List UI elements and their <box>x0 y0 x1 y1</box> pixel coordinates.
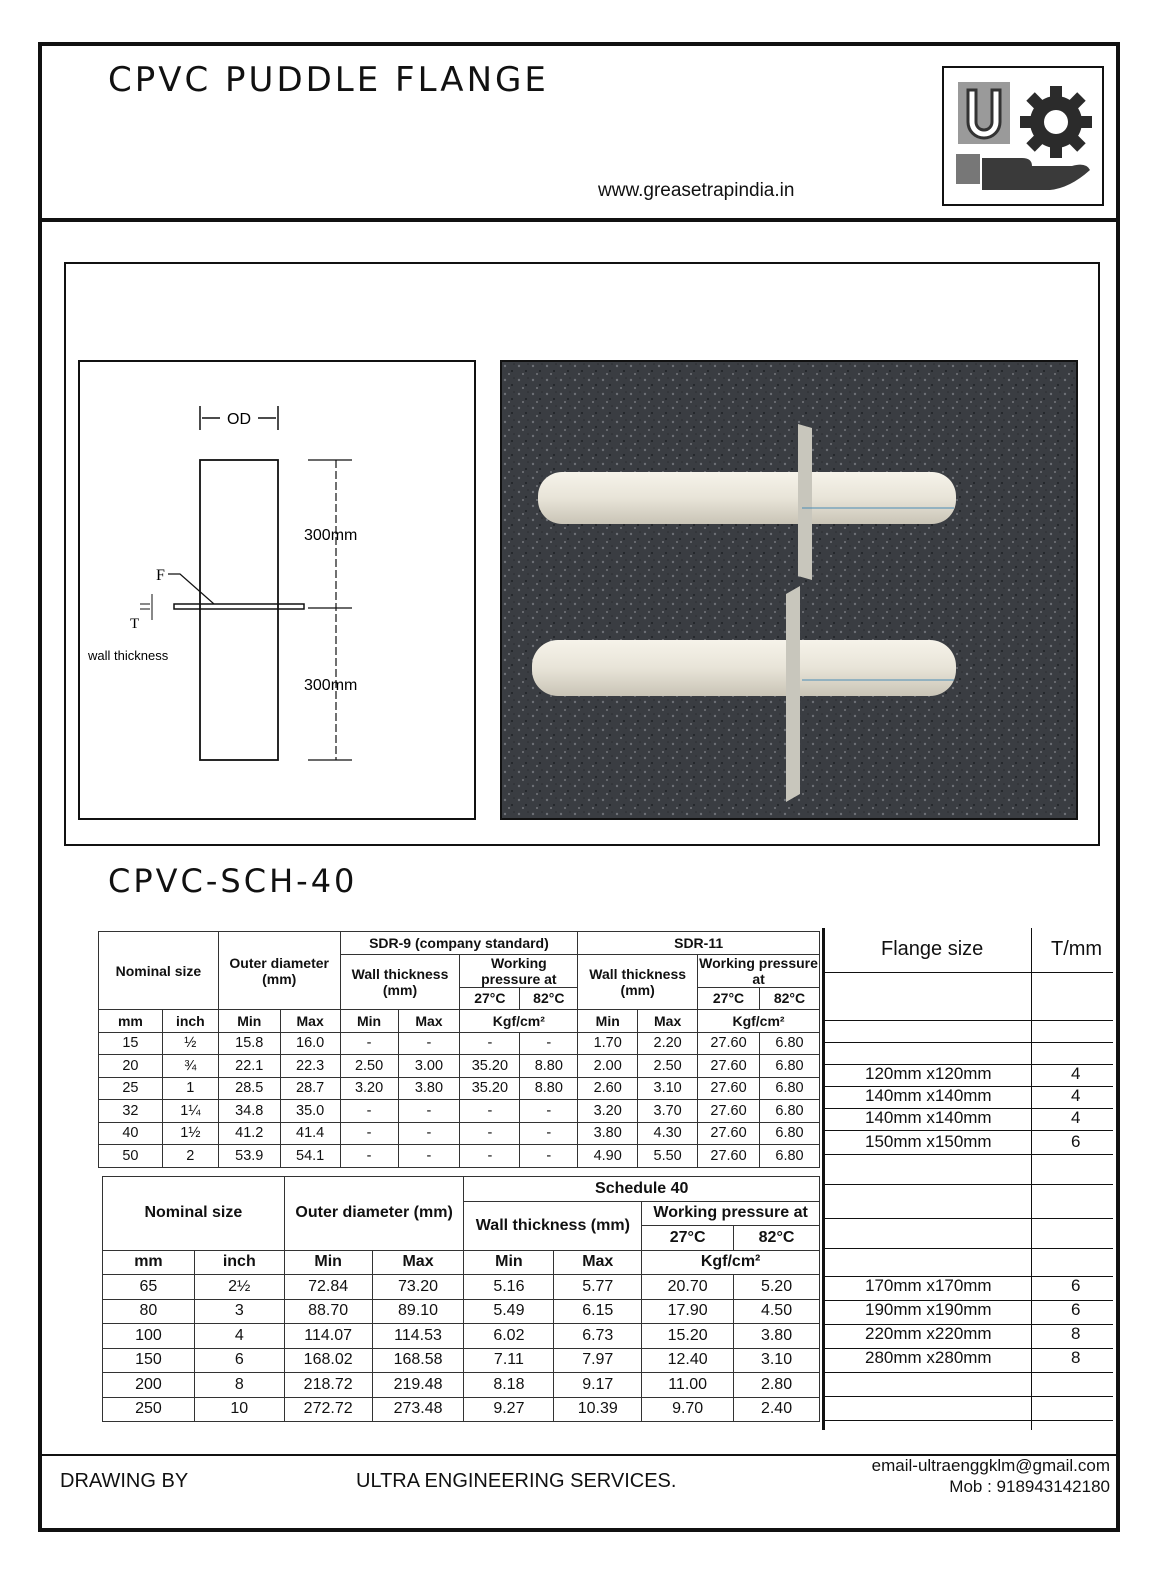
flange-thickness-value: 8 <box>1071 1324 1081 1343</box>
table-cell: 5.77 <box>554 1275 642 1300</box>
table-cell: 27.60 <box>698 1100 760 1123</box>
technical-drawing <box>78 360 476 820</box>
table-cell: 32 <box>99 1100 163 1123</box>
col-inch: inch <box>162 1010 218 1033</box>
table-cell: 25 <box>99 1077 163 1100</box>
flange-size-value: 120mm x120mm <box>865 1064 992 1083</box>
table-cell: 15.20 <box>642 1324 734 1349</box>
company-name: ULTRA ENGINEERING SERVICES. <box>356 1470 677 1492</box>
table-cell: 35.20 <box>460 1077 520 1100</box>
table-cell: 20.70 <box>642 1275 734 1300</box>
table-cell: 4 <box>194 1324 284 1349</box>
table-cell: 10 <box>194 1397 284 1422</box>
email-link[interactable]: email-ultraenggklm@gmail.com <box>871 1456 1110 1475</box>
table-cell: 2.50 <box>638 1055 698 1078</box>
nominal-size-header: Nominal size <box>103 1177 285 1251</box>
col-inch: inch <box>194 1250 284 1275</box>
schedule40-header: Schedule 40 <box>464 1177 820 1202</box>
table-cell: 17.90 <box>642 1299 734 1324</box>
table-cell: 150 <box>103 1348 195 1373</box>
col-max: Max <box>638 1010 698 1033</box>
table-cell: 7.11 <box>464 1348 554 1373</box>
table-cell: 4.50 <box>734 1299 820 1324</box>
table-cell: 1½ <box>162 1122 218 1145</box>
table-row <box>103 1299 820 1324</box>
col-min: Min <box>464 1250 554 1275</box>
table-cell: - <box>520 1145 578 1168</box>
section-subtitle: CPVC-SCH-40 <box>108 862 358 900</box>
table-cell: - <box>398 1122 460 1145</box>
table-row <box>99 1055 820 1078</box>
flange-size-value: 140mm x140mm <box>865 1086 992 1105</box>
table-cell: 6.02 <box>464 1324 554 1349</box>
table-cell: - <box>340 1032 398 1055</box>
table-cell: 6.15 <box>554 1299 642 1324</box>
table-cell: 16.0 <box>280 1032 340 1055</box>
bottom-length-label: 300mm <box>304 677 358 694</box>
table-cell: 73.20 <box>372 1275 464 1300</box>
temp-header: 82°C <box>734 1226 820 1251</box>
flange-size-value: 190mm x190mm <box>865 1300 992 1319</box>
table-cell: 9.70 <box>642 1397 734 1422</box>
table-cell: 4.30 <box>638 1122 698 1145</box>
table-cell: - <box>340 1100 398 1123</box>
wall-thickness-label: wall thickness <box>88 648 169 663</box>
table-row <box>103 1348 820 1373</box>
col-max: Max <box>398 1010 460 1033</box>
table-cell: 6.80 <box>760 1032 820 1055</box>
drawing-by-label: DRAWING BY <box>60 1470 189 1492</box>
working-pressure-header: Working pressure at <box>460 954 578 987</box>
table-cell: 27.60 <box>698 1032 760 1055</box>
table-row <box>99 1145 820 1168</box>
table-cell: 2.00 <box>578 1055 638 1078</box>
working-pressure-header: Working pressure at <box>642 1201 820 1226</box>
table-cell: - <box>460 1032 520 1055</box>
table-cell: ½ <box>162 1032 218 1055</box>
col-max: Max <box>554 1250 642 1275</box>
table-cell: 28.7 <box>280 1077 340 1100</box>
col-min: Min <box>340 1010 398 1033</box>
table-cell: 8.18 <box>464 1373 554 1398</box>
col-max: Max <box>372 1250 464 1275</box>
table-cell: 2.20 <box>638 1032 698 1055</box>
table-cell: 28.5 <box>218 1077 280 1100</box>
sdr-table-body <box>99 1032 820 1167</box>
wall-thickness-header: Wall thickness (mm) <box>578 954 698 1010</box>
table-cell: 27.60 <box>698 1122 760 1145</box>
table-cell: 200 <box>103 1373 195 1398</box>
table-cell: 1 <box>162 1077 218 1100</box>
flange-thickness-value: 4 <box>1071 1108 1081 1127</box>
nominal-size-header: Nominal size <box>99 932 219 1010</box>
table-cell: 3 <box>194 1299 284 1324</box>
flange-size-value: 140mm x140mm <box>865 1108 992 1127</box>
table-cell: - <box>340 1122 398 1145</box>
table-cell: 35.0 <box>280 1100 340 1123</box>
table-cell: 2.50 <box>340 1055 398 1078</box>
table-cell: 3.20 <box>340 1077 398 1100</box>
table-cell: 3.80 <box>398 1077 460 1100</box>
temp-header: 27°C <box>642 1226 734 1251</box>
table-cell: 114.53 <box>372 1324 464 1349</box>
table-cell: 2 <box>162 1145 218 1168</box>
table-cell: 89.10 <box>372 1299 464 1324</box>
table-cell: 1¼ <box>162 1100 218 1123</box>
table-cell: 6.80 <box>760 1100 820 1123</box>
table-cell: 20 <box>99 1055 163 1078</box>
table-cell: - <box>460 1122 520 1145</box>
table-row <box>99 1122 820 1145</box>
table-cell: 27.60 <box>698 1077 760 1100</box>
table-cell: 4.90 <box>578 1145 638 1168</box>
col-min: Min <box>578 1010 638 1033</box>
flange-thickness-value: 4 <box>1071 1086 1081 1105</box>
col-mm: mm <box>99 1010 163 1033</box>
table-cell: 53.9 <box>218 1145 280 1168</box>
table-row <box>99 1077 820 1100</box>
column-divider <box>1031 928 1032 1430</box>
table-cell: 40 <box>99 1122 163 1145</box>
table-cell: 6.80 <box>760 1055 820 1078</box>
table-cell: 15 <box>99 1032 163 1055</box>
sdr11-header: SDR-11 <box>578 932 820 955</box>
table-cell: - <box>520 1100 578 1123</box>
table-row <box>99 1100 820 1123</box>
schedule40-table-body <box>103 1275 820 1422</box>
working-pressure-header: Working pressure at <box>699 954 818 987</box>
col-mm: mm <box>103 1250 195 1275</box>
table-cell: 6.73 <box>554 1324 642 1349</box>
table-cell: 219.48 <box>372 1373 464 1398</box>
outer-diameter-header: Outer diameter (mm) <box>218 932 340 1010</box>
table-cell: 8.80 <box>520 1055 578 1078</box>
table-cell: 168.58 <box>372 1348 464 1373</box>
thickness-header: T/mm <box>1051 938 1103 960</box>
table-cell: 35.20 <box>460 1055 520 1078</box>
wall-thickness-header: Wall thickness (mm) <box>340 954 460 1010</box>
table-cell: 50 <box>99 1145 163 1168</box>
table-cell: 114.07 <box>284 1324 372 1349</box>
schedule40-table <box>102 1176 820 1422</box>
table-cell: - <box>340 1145 398 1168</box>
flange-size-column <box>822 928 1113 1430</box>
table-cell: 2.80 <box>734 1373 820 1398</box>
unit-header: Kgf/cm² <box>642 1250 820 1275</box>
table-row <box>103 1397 820 1422</box>
table-cell: 1.70 <box>578 1032 638 1055</box>
flange-size-value: 150mm x150mm <box>865 1132 992 1151</box>
table-cell: 34.8 <box>218 1100 280 1123</box>
table-cell: 218.72 <box>284 1373 372 1398</box>
table-cell: 6.80 <box>760 1122 820 1145</box>
table-cell: - <box>460 1145 520 1168</box>
unit-header: Kgf/cm² <box>698 1010 820 1033</box>
table-cell: 168.02 <box>284 1348 372 1373</box>
mobile-number: Mob : 918943142180 <box>949 1477 1110 1496</box>
unit-header: Kgf/cm² <box>460 1010 578 1033</box>
table-cell: 3.80 <box>734 1324 820 1349</box>
table-cell: - <box>520 1032 578 1055</box>
table-cell: ¾ <box>162 1055 218 1078</box>
table-row <box>99 1032 820 1055</box>
table-cell: 41.2 <box>218 1122 280 1145</box>
wall-thickness-header: Wall thickness (mm) <box>464 1201 642 1250</box>
col-max: Max <box>280 1010 340 1033</box>
flange-size-header: Flange size <box>881 938 984 960</box>
table-cell: 12.40 <box>642 1348 734 1373</box>
table-cell: 54.1 <box>280 1145 340 1168</box>
table-cell: 5.49 <box>464 1299 554 1324</box>
table-cell: 2.60 <box>578 1077 638 1100</box>
table-cell: - <box>398 1032 460 1055</box>
temp-header: 27°C <box>460 987 520 1010</box>
table-cell: 6 <box>194 1348 284 1373</box>
table-cell: 41.4 <box>280 1122 340 1145</box>
table-cell: 6.80 <box>760 1077 820 1100</box>
table-cell: 3.10 <box>734 1348 820 1373</box>
table-cell: 27.60 <box>698 1055 760 1078</box>
flange-thickness-value: 6 <box>1071 1132 1081 1151</box>
outer-diameter-header: Outer diameter (mm) <box>284 1177 464 1251</box>
table-cell: - <box>460 1100 520 1123</box>
temp-header: 27°C <box>698 987 760 1010</box>
table-cell: 3.00 <box>398 1055 460 1078</box>
table-cell: 10.39 <box>554 1397 642 1422</box>
table-cell: 100 <box>103 1324 195 1349</box>
temp-header: 82°C <box>760 987 820 1010</box>
table-cell: 22.3 <box>280 1055 340 1078</box>
contact-info <box>872 1455 1110 1497</box>
table-cell: 27.60 <box>698 1145 760 1168</box>
product-photo <box>500 360 1078 820</box>
sdr-table <box>98 931 820 1168</box>
flange-thickness-value: 6 <box>1071 1276 1081 1295</box>
header-divider <box>38 218 1116 222</box>
table-cell: 11.00 <box>642 1373 734 1398</box>
col-min: Min <box>218 1010 280 1033</box>
table-cell: - <box>520 1122 578 1145</box>
table-cell: - <box>398 1100 460 1123</box>
table-cell: 9.27 <box>464 1397 554 1422</box>
website-url[interactable]: www.greasetrapindia.in <box>598 180 795 201</box>
table-cell: 3.70 <box>638 1100 698 1123</box>
page-title: CPVC PUDDLE FLANGE <box>108 60 549 100</box>
flange-thickness-value: 8 <box>1071 1348 1081 1367</box>
sdr9-header: SDR-9 (company standard) <box>340 932 578 955</box>
col-min: Min <box>284 1250 372 1275</box>
top-length-label: 300mm <box>304 527 358 544</box>
table-cell: 8 <box>194 1373 284 1398</box>
table-cell: 7.97 <box>554 1348 642 1373</box>
flange-size-value: 220mm x220mm <box>865 1324 992 1343</box>
table-cell: 5.16 <box>464 1275 554 1300</box>
table-row <box>103 1373 820 1398</box>
table-cell: 3.80 <box>578 1122 638 1145</box>
flange-size-value: 170mm x170mm <box>865 1276 992 1295</box>
table-cell: 6.80 <box>760 1145 820 1168</box>
table-cell: 15.8 <box>218 1032 280 1055</box>
table-cell: 2.40 <box>734 1397 820 1422</box>
temp-header: 82°C <box>520 987 578 1010</box>
table-row <box>103 1275 820 1300</box>
od-label: OD <box>227 411 251 428</box>
flange-size-value: 280mm x280mm <box>865 1348 992 1367</box>
company-logo <box>942 66 1104 206</box>
table-cell: 65 <box>103 1275 195 1300</box>
table-cell: 272.72 <box>284 1397 372 1422</box>
thickness-label: T <box>130 616 140 632</box>
table-cell: 8.80 <box>520 1077 578 1100</box>
table-cell: 3.20 <box>578 1100 638 1123</box>
table-cell: 9.17 <box>554 1373 642 1398</box>
table-cell: 80 <box>103 1299 195 1324</box>
table-cell: 3.10 <box>638 1077 698 1100</box>
flange-label: F <box>156 567 165 584</box>
table-row <box>103 1324 820 1349</box>
table-cell: - <box>398 1145 460 1168</box>
table-cell: 22.1 <box>218 1055 280 1078</box>
table-cell: 5.20 <box>734 1275 820 1300</box>
table-cell: 88.70 <box>284 1299 372 1324</box>
table-cell: 250 <box>103 1397 195 1422</box>
flange-thickness-value: 6 <box>1071 1300 1081 1319</box>
table-cell: 5.50 <box>638 1145 698 1168</box>
flange-thickness-value: 4 <box>1071 1064 1081 1083</box>
table-cell: 273.48 <box>372 1397 464 1422</box>
table-cell: 2½ <box>194 1275 284 1300</box>
table-cell: 72.84 <box>284 1275 372 1300</box>
